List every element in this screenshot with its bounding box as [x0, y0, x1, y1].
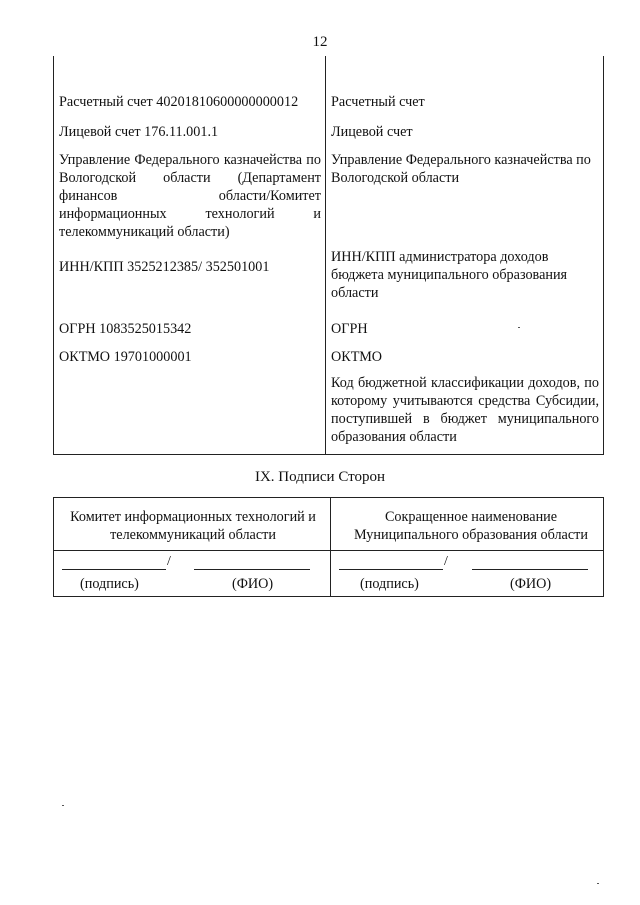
left-treasury: Управление Федерального казначейства по Вологодской области (Департамент финансов области/Комитет информационных технологий и телекоммуникаций области)	[59, 152, 321, 240]
scan-speck	[597, 883, 599, 884]
left-ogrn: ОГРН 1083525015342	[59, 321, 192, 337]
left-personal-account: Лицевой счет 176.11.001.1	[59, 124, 219, 140]
right-slash: /	[444, 554, 448, 569]
table-divider	[325, 56, 326, 454]
right-signature-line[interactable]	[339, 569, 443, 570]
right-signature-caption: (подпись)	[360, 576, 419, 592]
right-name-line[interactable]	[472, 569, 588, 570]
scan-speck	[62, 805, 64, 806]
left-name-caption: (ФИО)	[232, 576, 274, 592]
right-settlement-account: Расчетный счет	[331, 94, 425, 110]
right-party-name: Сокращенное наименование Муниципального образования области	[354, 509, 588, 543]
right-personal-account: Лицевой счет	[331, 124, 413, 140]
left-name-line[interactable]	[194, 569, 310, 570]
scan-speck	[518, 327, 520, 328]
page-number: 12	[312, 34, 328, 50]
right-treasury: Управление Федерального казначейства по Вологодской области	[331, 152, 591, 186]
signatures-table	[53, 497, 604, 597]
left-inn-kpp: ИНН/КПП 3525212385/ 352501001	[59, 259, 270, 275]
signatures-header-divider	[54, 550, 603, 551]
right-inn-kpp: ИНН/КПП администратора доходов бюджета муниципального образования области	[331, 249, 568, 301]
left-party-name: Комитет информационных технологий и телекоммуникаций области	[70, 509, 316, 543]
signatures-column-divider	[330, 498, 331, 596]
requisites-table	[53, 56, 604, 455]
left-signature-line[interactable]	[62, 569, 166, 570]
table-border-right	[603, 56, 604, 454]
left-signature-caption: (подпись)	[80, 576, 139, 592]
right-oktmo: ОКТМО	[331, 349, 383, 365]
section-title: IX. Подписи Сторон	[254, 469, 386, 485]
right-ogrn: ОГРН	[331, 321, 368, 337]
right-name-caption: (ФИО)	[510, 576, 552, 592]
left-slash: /	[167, 554, 171, 569]
left-settlement-account: Расчетный счет 40201810600000000012	[59, 94, 299, 110]
table-border-left	[53, 56, 54, 454]
right-budget-code: Код бюджетной классификации доходов, по которому учитываются средства Субсидии, поступившей в бюджет муниципального образования области	[331, 375, 599, 445]
left-oktmo: ОКТМО 19701000001	[59, 349, 192, 365]
